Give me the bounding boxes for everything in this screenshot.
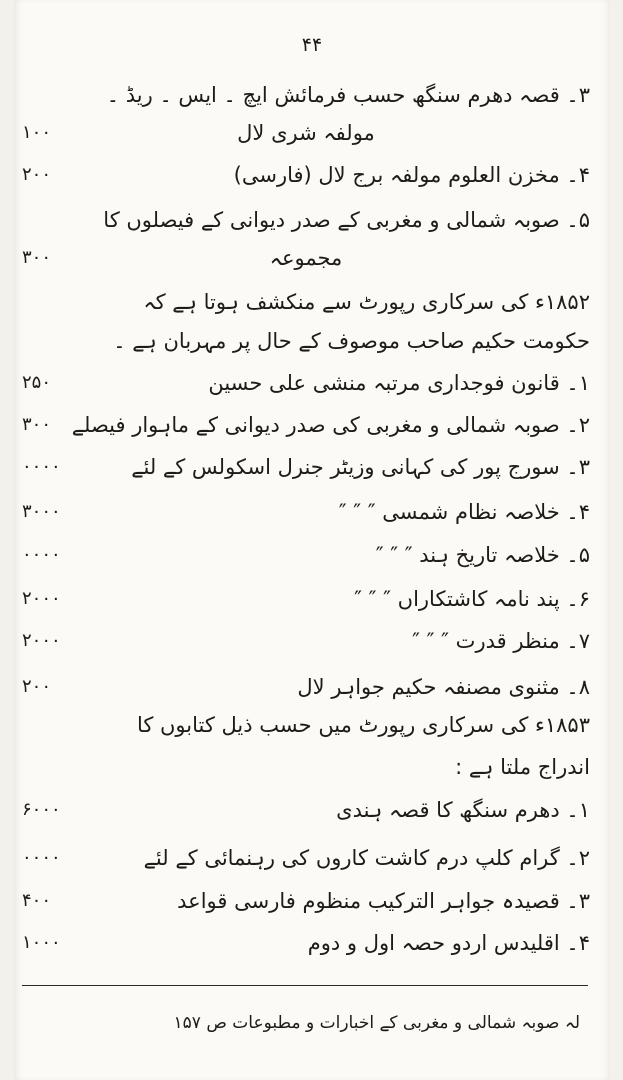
entry-amount: ۰۰۰۰ [22,544,61,565]
page-number: ۴۴ [301,34,323,56]
entry-amount: ۶۰۰۰ [22,799,61,820]
entry-line [22,410,590,440]
entry-line [22,752,590,782]
entry-amount: ۳۰۰ [22,247,52,268]
entry-amount: ۲۰۰ [22,676,52,697]
entry-text: ۱۸۵۳ء کی سرکاری رپورٹ میں حسب ذیل کتابوں کا [136,713,590,737]
entry-amount: ۰۰۰۰ [22,847,61,868]
entry-line [22,368,590,398]
entry-line [22,287,590,317]
book-page [14,0,610,1080]
entry-line [22,710,590,740]
entry-amount: ۳۰۰ [22,414,52,435]
footnote-divider [22,985,588,986]
entry-text: اندراج ملتا ہے : [455,755,590,779]
entry-text: ۲۔ گرام کلپ درم کاشت کاروں کی رہنمائی کے لئے [143,846,590,870]
entry-amount: ۲۰۰۰ [22,588,61,609]
entry-amount: ۱۰۰ [22,122,52,143]
entry-amount: ۴۰۰ [22,890,52,911]
entry-text: ۲۔ صوبہ شمالی و مغربی کی صدر دیوانی کے ماہوار فیصلے [71,413,590,437]
entry-text: ۱۔ دھرم سنگھ کا قصہ ہندی [336,798,590,822]
entry-line [22,584,590,614]
entry-line [22,886,590,916]
entry-amount: ۲۵۰ [22,372,52,393]
entry-line [22,80,590,110]
entry-line [22,160,590,190]
entry-text: ۳۔ قصیدہ جواہر الترکیب منظوم فارسی قواعد [177,889,590,913]
entry-text: مجموعہ [269,246,343,270]
footnote: لہ صوبہ شمالی و مغربی کے اخبارات و مطبوعات ص ۱۵۷ [173,1013,580,1033]
entry-text: ۸۔ مثنوی مصنفہ حکیم جواہر لال [297,675,590,699]
entry-text: ۵۔ صوبہ شمالی و مغربی کے صدر دیوانی کے فیصلوں کا [103,208,590,232]
entry-line [22,795,590,825]
entry-line [22,497,590,527]
entry-line [22,928,590,958]
entry-text: ۷۔ منظر قدرت ″ ″ ″ [412,629,590,653]
entry-line [22,205,590,235]
entry-line [22,672,590,702]
entry-text: ۵۔ خلاصہ تاریخ ہند ″ ″ ″ [375,543,590,567]
entry-text: ۳۔ قصہ دھرم سنگھ حسب فرمائش ایچ ۔ ایس ۔ ریڈ ۔ [106,83,590,107]
entry-text: ۱۔ قانون فوجداری مرتبہ منشی علی حسین [208,371,590,395]
entry-text: ۳۔ سورج پور کی کہانی وزیٹر جنرل اسکولس کے لئے [131,455,590,479]
entry-line [22,626,590,656]
entry-amount: ۲۰۰ [22,164,52,185]
entry-list [14,0,610,1080]
entry-text: ۴۔ مخزن العلوم مولفہ برج لال (فارسی) [233,163,590,187]
entry-amount: ۲۰۰۰ [22,630,61,651]
entry-line [22,540,590,570]
entry-line [22,843,590,873]
entry-text: مولفہ شری لال [237,121,375,145]
entry-line [22,452,590,482]
entry-text: ۴۔ اقلیدس اردو حصہ اول و دوم [307,931,590,955]
entry-amount: ۰۰۰۰ [22,456,61,477]
entry-text: حکومت حکیم صاحب موصوف کے حال پر مہربان ہے ۔ [113,329,590,353]
entry-amount: ۱۰۰۰ [22,932,61,953]
entry-text: ۶۔ پند نامہ کاشتکاراں ″ ″ ″ [354,587,590,611]
entry-line [22,326,590,356]
entry-text: ۴۔ خلاصہ نظام شمسی ″ ″ ″ [338,500,590,524]
entry-text: ۱۸۵۲ء کی سرکاری رپورٹ سے منکشف ہوتا ہے کہ [143,290,590,314]
entry-amount: ۳۰۰۰ [22,501,61,522]
